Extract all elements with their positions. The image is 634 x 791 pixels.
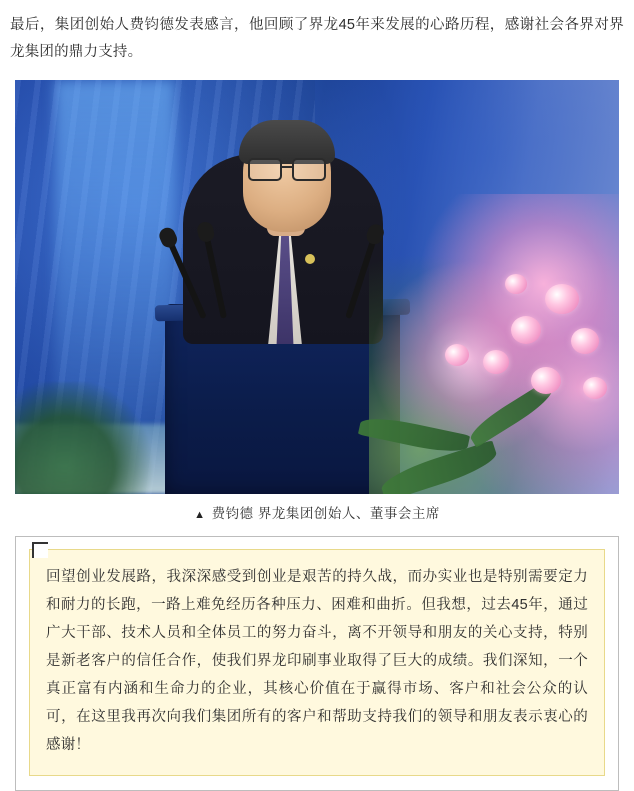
corner-bracket-icon: [32, 542, 48, 558]
photo-caption: [15, 502, 619, 522]
quote-container: [15, 536, 619, 791]
stage-plant: [15, 382, 155, 494]
photo-background: [15, 80, 619, 494]
photo-caption-text: 费钧德 界龙集团创始人、董事会主席: [211, 506, 440, 521]
intro-paragraph: 最后，集团创始人费钧德发表感言，他回顾了界龙45年来发展的心路历程，感谢社会各界对界龙集团的鼎力支持。: [10, 17, 624, 60]
lapel-pin-icon: [305, 254, 315, 264]
quote-text: 回望创业发展路，我深深感受到创业是艰苦的持久战，而办实业也是特别需要定力和耐力的长跑，一路上难免经历各种压力、困难和曲折。但我想，过去45年，通过广大干部、技术人员和全体员工的努力奋斗，离不开领导和朋友的关心支持，特别是新老客户的信任合作，使我们界龙印刷事业取得了巨大的成绩。我们深知，一个真正富有内涵和生命力的企业，其核心价值在于赢得市场、客户和社会公众的认可，在这里我再次向我们集团所有的客户和帮助支持我们的领导和朋友表示衷心的感谢！: [46, 569, 588, 753]
glasses-icon: [248, 158, 326, 178]
flower-arrangement: [369, 194, 619, 494]
speech-photo: [15, 80, 619, 494]
quote-highlight-box: [29, 549, 605, 776]
triangle-marker-icon: ▲: [194, 509, 206, 521]
